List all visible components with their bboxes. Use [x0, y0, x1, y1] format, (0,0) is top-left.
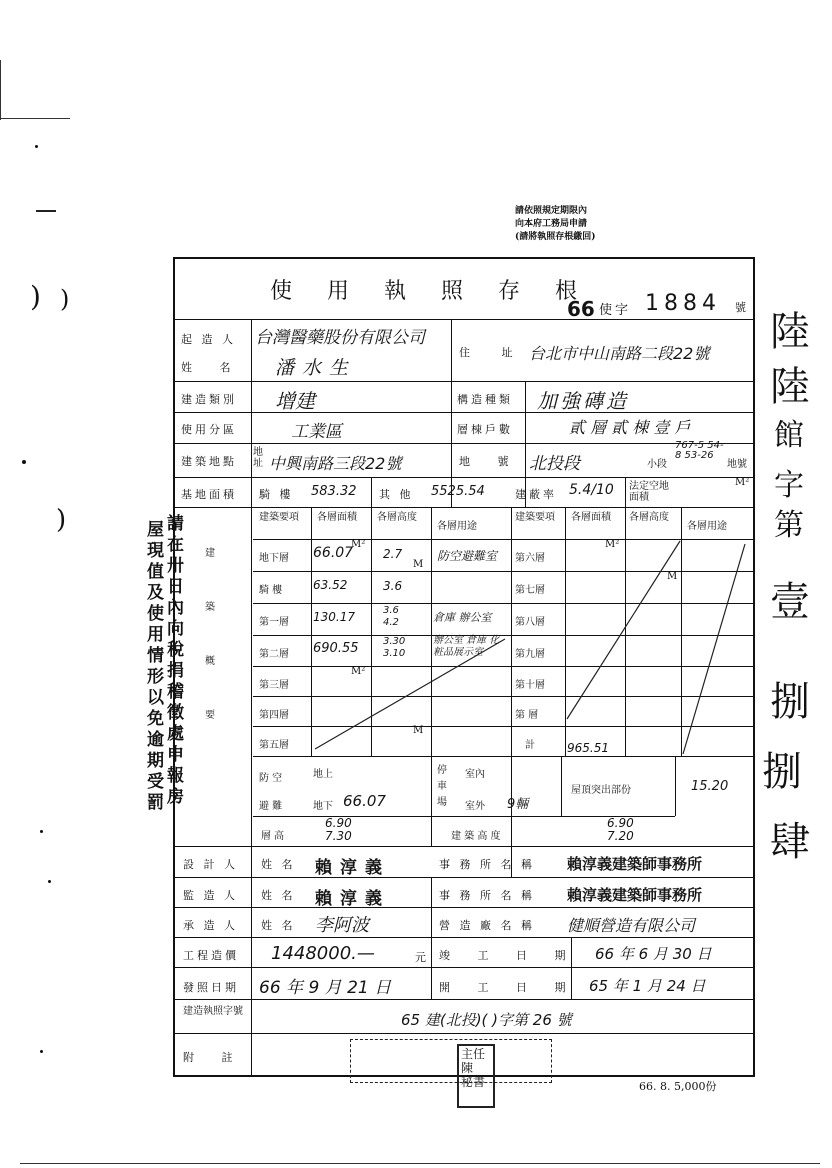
sublot-values: 767-5 54-8 53-26 [675, 440, 724, 461]
right-stamp-char: 陸 [770, 364, 810, 410]
arcade-label: 騎 樓 [259, 488, 294, 501]
designer-label: 設 計 人 [183, 858, 238, 871]
floor-label: 第八層 [515, 617, 545, 628]
floor-height: 3.6 4.2 [383, 605, 399, 628]
other-label: 其 他 [379, 488, 414, 501]
use-zone-label: 使用分區 [181, 423, 237, 436]
floor-label: 第七層 [515, 585, 545, 596]
floor-label: 地下層 [259, 553, 289, 564]
top-stamp-line3: (請將執照存根繳回) [515, 232, 596, 242]
top-stamp-line2: 向本府工務局申請 [515, 219, 588, 229]
margin-bracket-line [0, 60, 1, 120]
coverage-label: 建蔽率 [515, 488, 557, 501]
right-stamp-char: 館 [774, 418, 804, 453]
permit-value: 65 建(北投)( )字第 26 號 [401, 1011, 572, 1029]
permit-number: 1884 [645, 291, 721, 316]
chief-stamp [350, 1039, 552, 1083]
form-title: 使 用 執 照 存 根 [270, 279, 591, 304]
strike-line [683, 544, 745, 754]
side-heading: 建 築 概 要 [205, 548, 215, 721]
name-label: 姓 名 [261, 919, 296, 932]
scan-mark: ) [60, 285, 70, 313]
header-height-right: 各層高度 [629, 512, 669, 523]
office-label: 事 務 所 名 稱 [439, 889, 535, 902]
floor-height: 3.30 3.10 [383, 636, 406, 659]
side-notice-col1: 屋現值及使用情形以免逾期受罰 [147, 520, 164, 813]
cost-value: 1448000.— [271, 943, 375, 964]
issue-label: 發照日期 [183, 981, 239, 994]
other-value: 5525.54 [431, 484, 485, 499]
coverage-value: 5.4/10 [569, 482, 614, 498]
cost-unit: 元 [415, 951, 429, 964]
designer-name: 賴淳義 [315, 858, 390, 878]
floors-label: 層棟戶數 [457, 423, 513, 436]
name-label: 姓 名 [261, 889, 296, 902]
lot-label: 地 號 [459, 455, 521, 468]
header-use-left: 各層用途 [437, 521, 477, 532]
header-height-left: 各層高度 [377, 512, 417, 523]
permit-year: 66 [567, 297, 595, 321]
unit-m2: M² [351, 666, 366, 677]
sublot-label: 小段 [647, 459, 667, 470]
indoor-label: 室內 [465, 769, 485, 780]
floor-use: 防空避難室 [437, 549, 498, 563]
above-label: 地上 [313, 769, 333, 780]
office-label: 事 務 所 名 稱 [439, 858, 535, 871]
lot-suffix: 地號 [727, 459, 747, 470]
right-stamp-char: 字 [774, 468, 804, 503]
scan-dot [35, 145, 38, 148]
floor-label: 第九層 [515, 649, 545, 660]
floor-area: 63.52 [313, 578, 348, 592]
floor-area: 130.17 [313, 610, 355, 624]
right-stamp-char: 第 [774, 508, 804, 543]
floors-value: 貳 層 貳 棟 壹 戶 [569, 418, 691, 437]
arcade-value: 583.32 [311, 484, 357, 499]
floor-label: 計 [525, 740, 535, 751]
building-height-value: 6.90 7.20 [607, 816, 634, 843]
header-item-right: 建築要項 [515, 512, 555, 523]
applicant-company: 台灣醫藥股份有限公司 [255, 328, 425, 348]
outdoor-label: 室外 [465, 801, 485, 812]
lot-value: 北投段 [529, 454, 580, 474]
floor-label: 騎 樓 [259, 585, 283, 596]
builder-label: 承 造 人 [183, 919, 238, 932]
name-label: 姓 名 [261, 858, 296, 871]
header-item-left: 建築要項 [259, 512, 299, 523]
unit-m2: M² [351, 539, 366, 550]
address-label: 住 址 [459, 346, 527, 359]
permit-label: 建造執照字號 [183, 1006, 243, 1017]
right-stamp-char: 壹 [770, 579, 810, 625]
floor-use: 辦公室 倉庫 化粧品展示室 [433, 635, 500, 658]
legal-open-label: 法定空地面積 [629, 481, 669, 503]
use-zone-value: 工業區 [291, 422, 342, 442]
base-area-label: 基地面積 [181, 488, 237, 501]
floor-height: 3.6 [383, 579, 403, 593]
supervisor-label: 監 造 人 [183, 889, 238, 902]
floor-label: 第三層 [259, 680, 289, 691]
designer-office: 賴淳義建築師事務所 [567, 855, 703, 873]
build-type-value: 增建 [275, 389, 315, 413]
scan-mark: ) [30, 280, 41, 313]
unit-m2: M² [735, 477, 750, 488]
cost-label: 工程造價 [183, 949, 239, 962]
header-area-left: 各層面積 [317, 512, 357, 523]
done-value: 66 年 6 月 30 日 [595, 945, 712, 963]
floor-label: 第 層 [515, 710, 539, 721]
builder-name: 李阿波 [315, 915, 369, 936]
scan-dot [48, 880, 51, 883]
right-stamp [762, 300, 832, 1000]
below-label: 地下 [313, 801, 333, 812]
scan-dot [40, 830, 43, 833]
start-value: 65 年 1 月 24 日 [589, 977, 706, 995]
firm-label: 營 造 廠 名 稱 [439, 919, 535, 932]
top-stamp-line1: 請依照規定期限內 [515, 206, 588, 216]
right-stamp-char: 陸 [770, 309, 810, 355]
total-area: 965.51 [567, 741, 609, 755]
print-info: 66. 8. 5,000份 [639, 1080, 717, 1093]
supervisor-name: 賴淳義 [315, 889, 390, 909]
floor-label: 第十層 [515, 680, 545, 691]
strike-line [567, 541, 680, 719]
floor-label: 第五層 [259, 740, 289, 751]
scan-mark: ) [56, 505, 67, 535]
permit-prefix: 使字 [599, 303, 632, 318]
scan-mark [36, 210, 56, 212]
unit-m: M [413, 725, 424, 736]
bottom-edge [20, 1163, 820, 1164]
outdoor-value: 9輛 [507, 797, 529, 812]
structure-label: 構造種類 [457, 393, 513, 406]
supervisor-office: 賴淳義建築師事務所 [567, 886, 703, 904]
floor-area: 690.55 [313, 641, 359, 656]
right-stamp-char: 肆 [770, 819, 810, 865]
floor-label: 第四層 [259, 710, 289, 721]
unit-m: M [667, 571, 678, 582]
floor-label: 第二層 [259, 649, 289, 660]
floor-label: 第六層 [515, 553, 545, 564]
site-label: 建築地點 [181, 455, 237, 468]
builder-firm: 健順營造有限公司 [567, 916, 696, 935]
parking-label: 停車場 [437, 765, 447, 808]
side-notice-col2: 請在卅日內向稅捐稽徵處申報房 [167, 514, 184, 807]
right-stamp-char: 捌 [762, 749, 802, 795]
chief-stamp-text: 主任 陳 秘書 [461, 1047, 486, 1089]
floor-area: 66.07 [313, 545, 354, 561]
structure-value: 加強磚造 [537, 389, 629, 413]
building-height-label: 建 築 高 度 [451, 831, 501, 842]
permit-suffix: 號 [735, 301, 749, 314]
roof-label: 屋頂突出部份 [571, 785, 631, 796]
done-label: 竣 工 日 期 [439, 949, 578, 962]
site-address-label: 地址 [253, 447, 263, 469]
name-label: 姓 名 [181, 361, 243, 374]
below-value: 66.07 [343, 792, 386, 810]
floor-height-value: 6.90 7.30 [325, 816, 352, 843]
issue-value: 66 年 9 月 21 日 [259, 978, 392, 998]
build-type-label: 建造類別 [181, 393, 237, 406]
floor-label: 第一層 [259, 617, 289, 628]
unit-m: M [413, 559, 424, 570]
applicant-name: 潘水生 [275, 357, 357, 379]
header-use-right: 各層用途 [687, 521, 727, 532]
floor-use: 倉庫 辦公室 [433, 611, 492, 624]
scan-dot [40, 1050, 43, 1053]
header-area-right: 各層面積 [571, 512, 611, 523]
address-value: 台北市中山南路二段22號 [529, 344, 710, 363]
note-label: 附 註 [183, 1051, 245, 1064]
right-stamp-char: 捌 [770, 679, 810, 725]
margin-bracket [0, 0, 70, 119]
floor-height-label: 層 高 [261, 831, 285, 842]
site-address-value: 中興南路三段22號 [269, 454, 402, 473]
applicant-label: 起 造 人 [181, 333, 236, 346]
roof-value: 15.20 [691, 779, 729, 794]
floor-height: 2.7 [383, 547, 403, 561]
air-raid-label: 防 空 避 難 [259, 773, 283, 812]
unit-m2: M² [605, 539, 620, 550]
start-label: 開 工 日 期 [439, 981, 578, 994]
top-stamp [515, 205, 730, 253]
scan-dot [22, 460, 26, 464]
